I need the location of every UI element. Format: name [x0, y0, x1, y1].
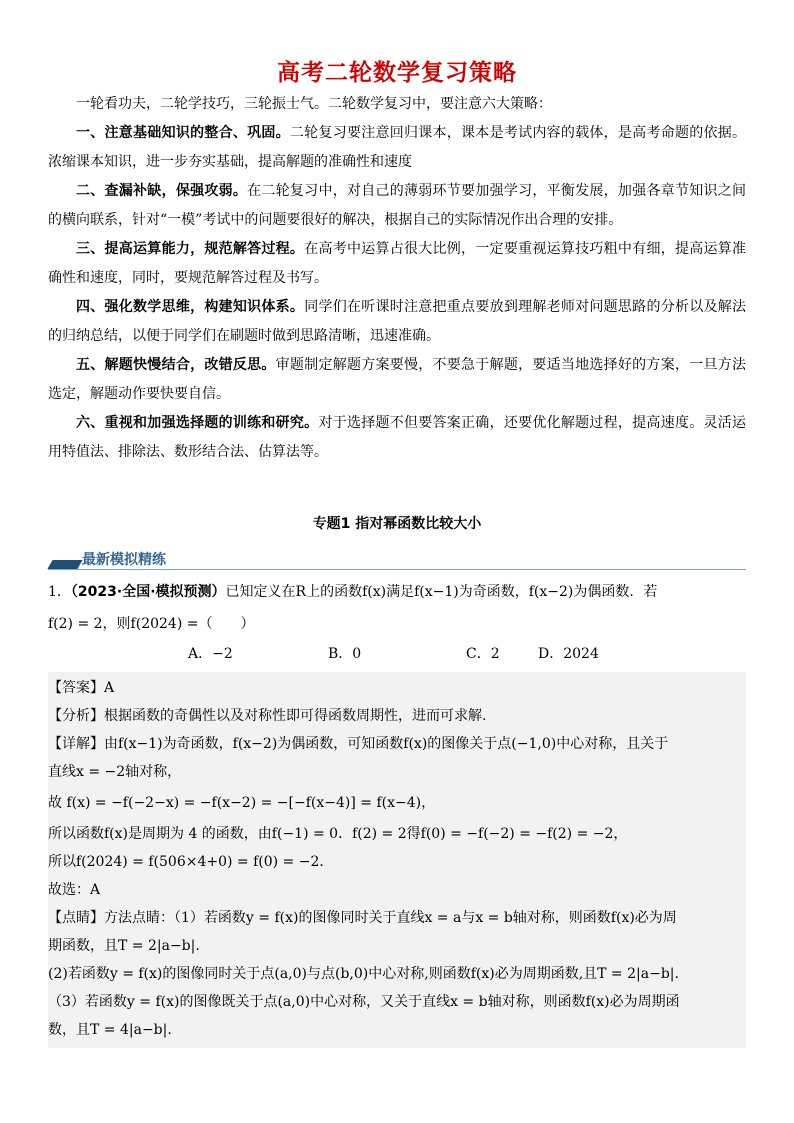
- detail-line: 直线x = −2轴对称，: [48, 764, 182, 780]
- strategy-body: 在二轮复习中，对自己的薄弱环节要加强学习，平衡发展，加强各章节知识之间的横向联系，针对“一模”考试中的问题要很好的解决，根据自己的实际情况作出合理的安排。: [48, 183, 747, 228]
- strategy-item: [48, 293, 746, 351]
- banner-label: 最新模拟精练: [82, 552, 166, 568]
- section-banner: [48, 549, 746, 570]
- choice-line: 故选：A: [48, 882, 101, 898]
- option-c: C．2: [466, 646, 500, 662]
- strategy-body: 同学们在听课时注意把重点要放到理解老师对问题思路的分析以及解法的归纳总结，以便于同学们在刷题时做到思路清晰，迅速准确。: [48, 299, 747, 344]
- detail-line: 故 f(x) = −f(−2−x) = −f(x−2) = −[−f(x−4)] = f(x−4)，: [48, 795, 436, 811]
- banner-stripe-icon: [47, 560, 82, 569]
- solution-box: [48, 672, 746, 1048]
- note-line: （3）若函数y = f(x)的图像既关于点(a,0)中心对称，又关于直线x = b轴对称，则函数f(x)必为周期函: [48, 994, 680, 1010]
- strategy-heading: 六、重视和加强选择题的训练和研究。: [76, 415, 319, 431]
- option-a: A．−2: [188, 646, 233, 662]
- note-line: 【点睛】方法点睛：（1）若函数y = f(x)的图像同时关于直线x = a与x = b轴对称，则函数f(x)必为周: [48, 910, 677, 926]
- topic-title: 专题1 指对幂函数比较大小: [312, 516, 482, 532]
- options-row: [48, 640, 746, 668]
- question-number: 1．: [48, 584, 71, 600]
- analysis-line: 【分析】根据函数的奇偶性以及对称性即可得函数周期性，进而可求解.: [48, 708, 487, 724]
- question-source: （2023·全国·模拟预测）: [70, 584, 226, 600]
- intro-paragraph: 一轮看功夫，二轮学技巧，三轮振士气。二轮数学复习中，要注意六大策略：: [76, 96, 552, 112]
- question: [48, 576, 746, 640]
- strategy-body: 审题制定解题方案要慢，不要急于解题，要适当地选择好的方案，一旦方法选定，解题动作要快要自信。: [48, 357, 747, 402]
- detail-line: 【详解】由f(x−1)为奇函数，f(x−2)为偶函数，可知函数f(x)的图像关于点(−1,0)中心对称，且关于: [48, 736, 669, 752]
- strategy-item: [48, 119, 746, 177]
- strategy-body: 在高考中运算占很大比例，一定要重视运算技巧粗中有细，提高运算准确性和速度，同时，要规范解答过程及书写。: [48, 241, 747, 286]
- option-d: D．2024: [538, 646, 599, 662]
- answer-line: 【答案】A: [48, 680, 115, 696]
- strategy-heading: 二、查漏补缺，保强攻弱。: [76, 183, 248, 199]
- strategy-item: [48, 177, 746, 235]
- note-line: (2)若函数y = f(x)的图像同时关于点(a,0)与点(b,0)中心对称,则函数f(x)必为周期函数,且T = 2|a−b|.: [48, 966, 679, 982]
- question-stem: 已知定义在R上的函数f(x)满足f(x−1)为奇函数，f(x−2)为偶函数．若: [225, 584, 658, 600]
- detail-line: 所以函数f(x)是周期为 4 的函数，由f(−1) = 0．f(2) = 2得f(0) = −f(−2) = −f(2) = −2，: [48, 826, 628, 842]
- strategy-item: [48, 235, 746, 293]
- question-stem-continued: f(2) = 2，则f(2024) =（ ）: [48, 616, 255, 632]
- strategy-heading: 五、解题快慢结合，改错反思。: [76, 357, 276, 373]
- strategy-item: [48, 409, 746, 467]
- strategy-list: [48, 119, 746, 467]
- page-title: 高考二轮数学复习策略: [277, 60, 517, 86]
- strategy-item: [48, 351, 746, 409]
- strategy-heading: 一、注意基础知识的整合、巩固。: [76, 125, 290, 141]
- detail-line: 所以f(2024) = f(506×4+0) = f(0) = −2．: [48, 854, 334, 870]
- strategy-body: 二轮复习要注意回归课本，课本是考试内容的载体，是高考命题的依据。浓缩课本知识，进一步夯实基础，提高解题的准确性和速度: [48, 125, 747, 170]
- note-line: 期函数，且T = 2|a−b|.: [48, 938, 200, 954]
- strategy-heading: 三、提高运算能力，规范解答过程。: [76, 241, 305, 257]
- option-b: B．0: [328, 646, 362, 662]
- strategy-heading: 四、强化数学思维，构建知识体系。: [76, 299, 305, 315]
- strategy-body: 对于选择题不但要答案正确，还要优化解题过程，提高速度。灵活运用特值法、排除法、数形结合法、估算法等。: [48, 415, 747, 460]
- note-line: 数，且T = 4|a−b|.: [48, 1022, 172, 1038]
